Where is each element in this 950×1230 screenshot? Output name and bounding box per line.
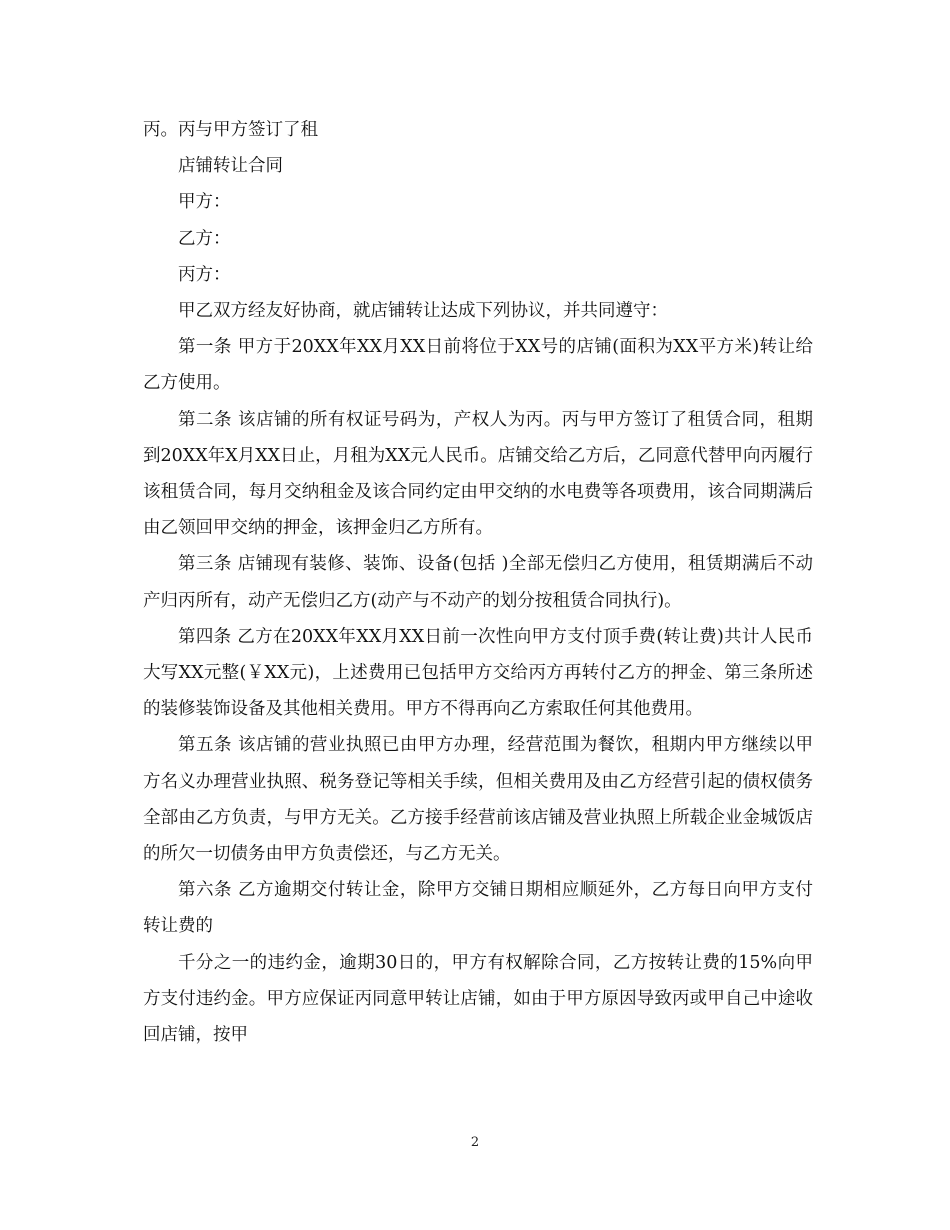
article-1-paragraph: 第一条 甲方于20XX年XX月XX日前将位于XX号的店铺(面积为XX平方米)转让给乙方使用。 [143,337,813,394]
article-4-paragraph: 第四条 乙方在20XX年XX月XX日前一次性向甲方支付顶手费(转让费)共计人民币大写XX元整(￥XX元)，上述费用已包括甲方交给丙方再转付乙方的押金、第三条所述的装修装饰设备及其他相关费用。甲方不得再向乙方索取任何其他费用。 [143,626,813,720]
party-a-line: 甲方： [178,192,231,213]
article-6-paragraph: 第六条 乙方逾期交付转让金，除甲方交铺日期相应顺延外，乙方每日向甲方支付转让费的 [143,880,813,937]
document-body [143,112,813,1053]
party-c-line: 丙方： [178,264,231,285]
article-3-paragraph: 第三条 店铺现有装修、装饰、设备(包括 )全部无偿归乙方使用，租赁期满后不动产归丙所有，动产无偿归乙方(动产与不动产的划分按租赁合同执行)。 [143,554,813,611]
paragraph-fragment-top: 丙。丙与甲方签订了租 [143,120,318,140]
party-b-line: 乙方： [178,228,231,249]
article-2-paragraph: 第二条 该店铺的所有权证号码为，产权人为丙。丙与甲方签订了租赁合同，租期到20XX年X月XX日止，月租为XX元人民币。店铺交给乙方后，乙同意代替甲向丙履行该租赁合同，每月交纳租金及该合同约定由甲交纳的水电费等各项费用，该合同期满后由乙领回甲交纳的押金，该押金归乙方所有。 [143,409,813,539]
page-number: 2 [470,1135,480,1150]
document-title: 店铺转让合同 [178,156,283,177]
article-5-paragraph: 第五条 该店铺的营业执照已由甲方办理，经营范围为餐饮，租期内甲方继续以甲方名义办理营业执照、税务登记等相关手续，但相关费用及由乙方经营引起的债权债务全部由乙方负责，与甲方无关。乙方接手经营前该店铺及营业执照上所载企业金城饭店的所欠一切债务由甲方负责偿还，与乙方无关。 [143,735,813,865]
article-6-continued-paragraph: 千分之一的违约金，逾期30日的，甲方有权解除合同，乙方按转让费的15%向甲方支付违约金。甲方应保证丙同意甲转让店铺，如由于甲方原因导致丙或甲自己中途收回店铺，按甲 [143,952,813,1046]
preamble-paragraph: 甲乙双方经友好协商，就店铺转让达成下列协议，并共同遵守： [178,301,668,322]
